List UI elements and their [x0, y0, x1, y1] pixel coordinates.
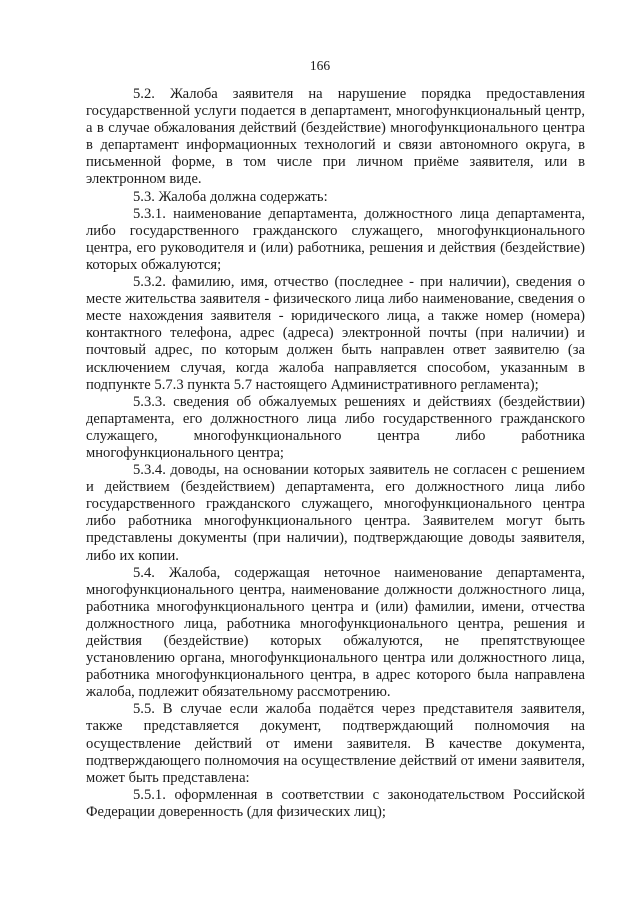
page-number: 166 — [309, 58, 331, 73]
paragraph-5-3-2: 5.3.2. фамилию, имя, отчество (последнее - при наличии), сведения о месте жительства заявителя - физического лица либо наименование, сведения о месте нахождения заявителя - юридического лица, а также номер (номера) контактного телефона, адрес (адреса) электронной почты (при наличии) и почтовый адрес, по которым должен быть направлен ответ заявителю (за исключением случая, когда жалоба направляется способом, указанным в подпункте 5.7.3 пункта 5.7 настоящего Административного регламента); — [86, 274, 585, 393]
paragraph-5-4: 5.4. Жалоба, содержащая неточное наименование департамента, многофункционального центра, наименование должности должностного лица, работника многофункционального центра и (или) фамилии, имени, отчества должностного лица, работника многофункционального центра, решения и действия (бездействие) которых обжалуются, не препятствующее установлению органа, многофункционального центра или должностного лица, работника многофункционального центра, в адрес которого была направлена жалоба, подлежит обязательному рассмотрению. — [86, 564, 585, 701]
paragraph-5-3-1: 5.3.1. наименование департамента, должностного лица департамента, либо государственного гражданского служащего, многофункционального центра, его руководителя и (или) работника, решения и действия (бездействие) которых обжалуются; — [86, 205, 585, 273]
document-body — [86, 86, 585, 821]
paragraph-5-3-3: 5.3.3. сведения об обжалуемых решениях и действиях (бездействии) департамента, его должностного лица либо государственного гражданского служащего, многофункционального центра либо работника многофункционального центра; — [86, 393, 585, 461]
paragraph-5-2: 5.2. Жалоба заявителя на нарушение порядка предоставления государственной услуги подается в департамент, многофункциональный центр, а в случае обжалования действий (бездействие) многофункционального центра в департамент информационных технологий и связи автономного округа, в письменной форме, в том числе при личном приёме заявителя, или в электронном виде. — [86, 86, 585, 188]
paragraph-5-3-4: 5.3.4. доводы, на основании которых заявитель не согласен с решением и действием (бездействием) департамента, его должностного лица либо государственного гражданского служащего, многофункционального центра либо работника многофункционального центра. Заявителем могут быть представлены документы (при наличии), подтверждающие доводы заявителя, либо их копии. — [86, 462, 585, 564]
paragraph-5-5: 5.5. В случае если жалоба подаётся через представителя заявителя, также представляется документ, подтверждающий полномочия на осуществление действий от имени заявителя. В качестве документа, подтверждающего полномочия на осуществление действий от имени заявителя, может быть представлена: — [86, 701, 585, 786]
paragraph-5-5-1: 5.5.1. оформленная в соответствии с законодательством Российской Федерации доверенность (для физических лиц); — [86, 786, 585, 820]
paragraph-5-3: 5.3. Жалоба должна содержать: — [133, 188, 328, 205]
